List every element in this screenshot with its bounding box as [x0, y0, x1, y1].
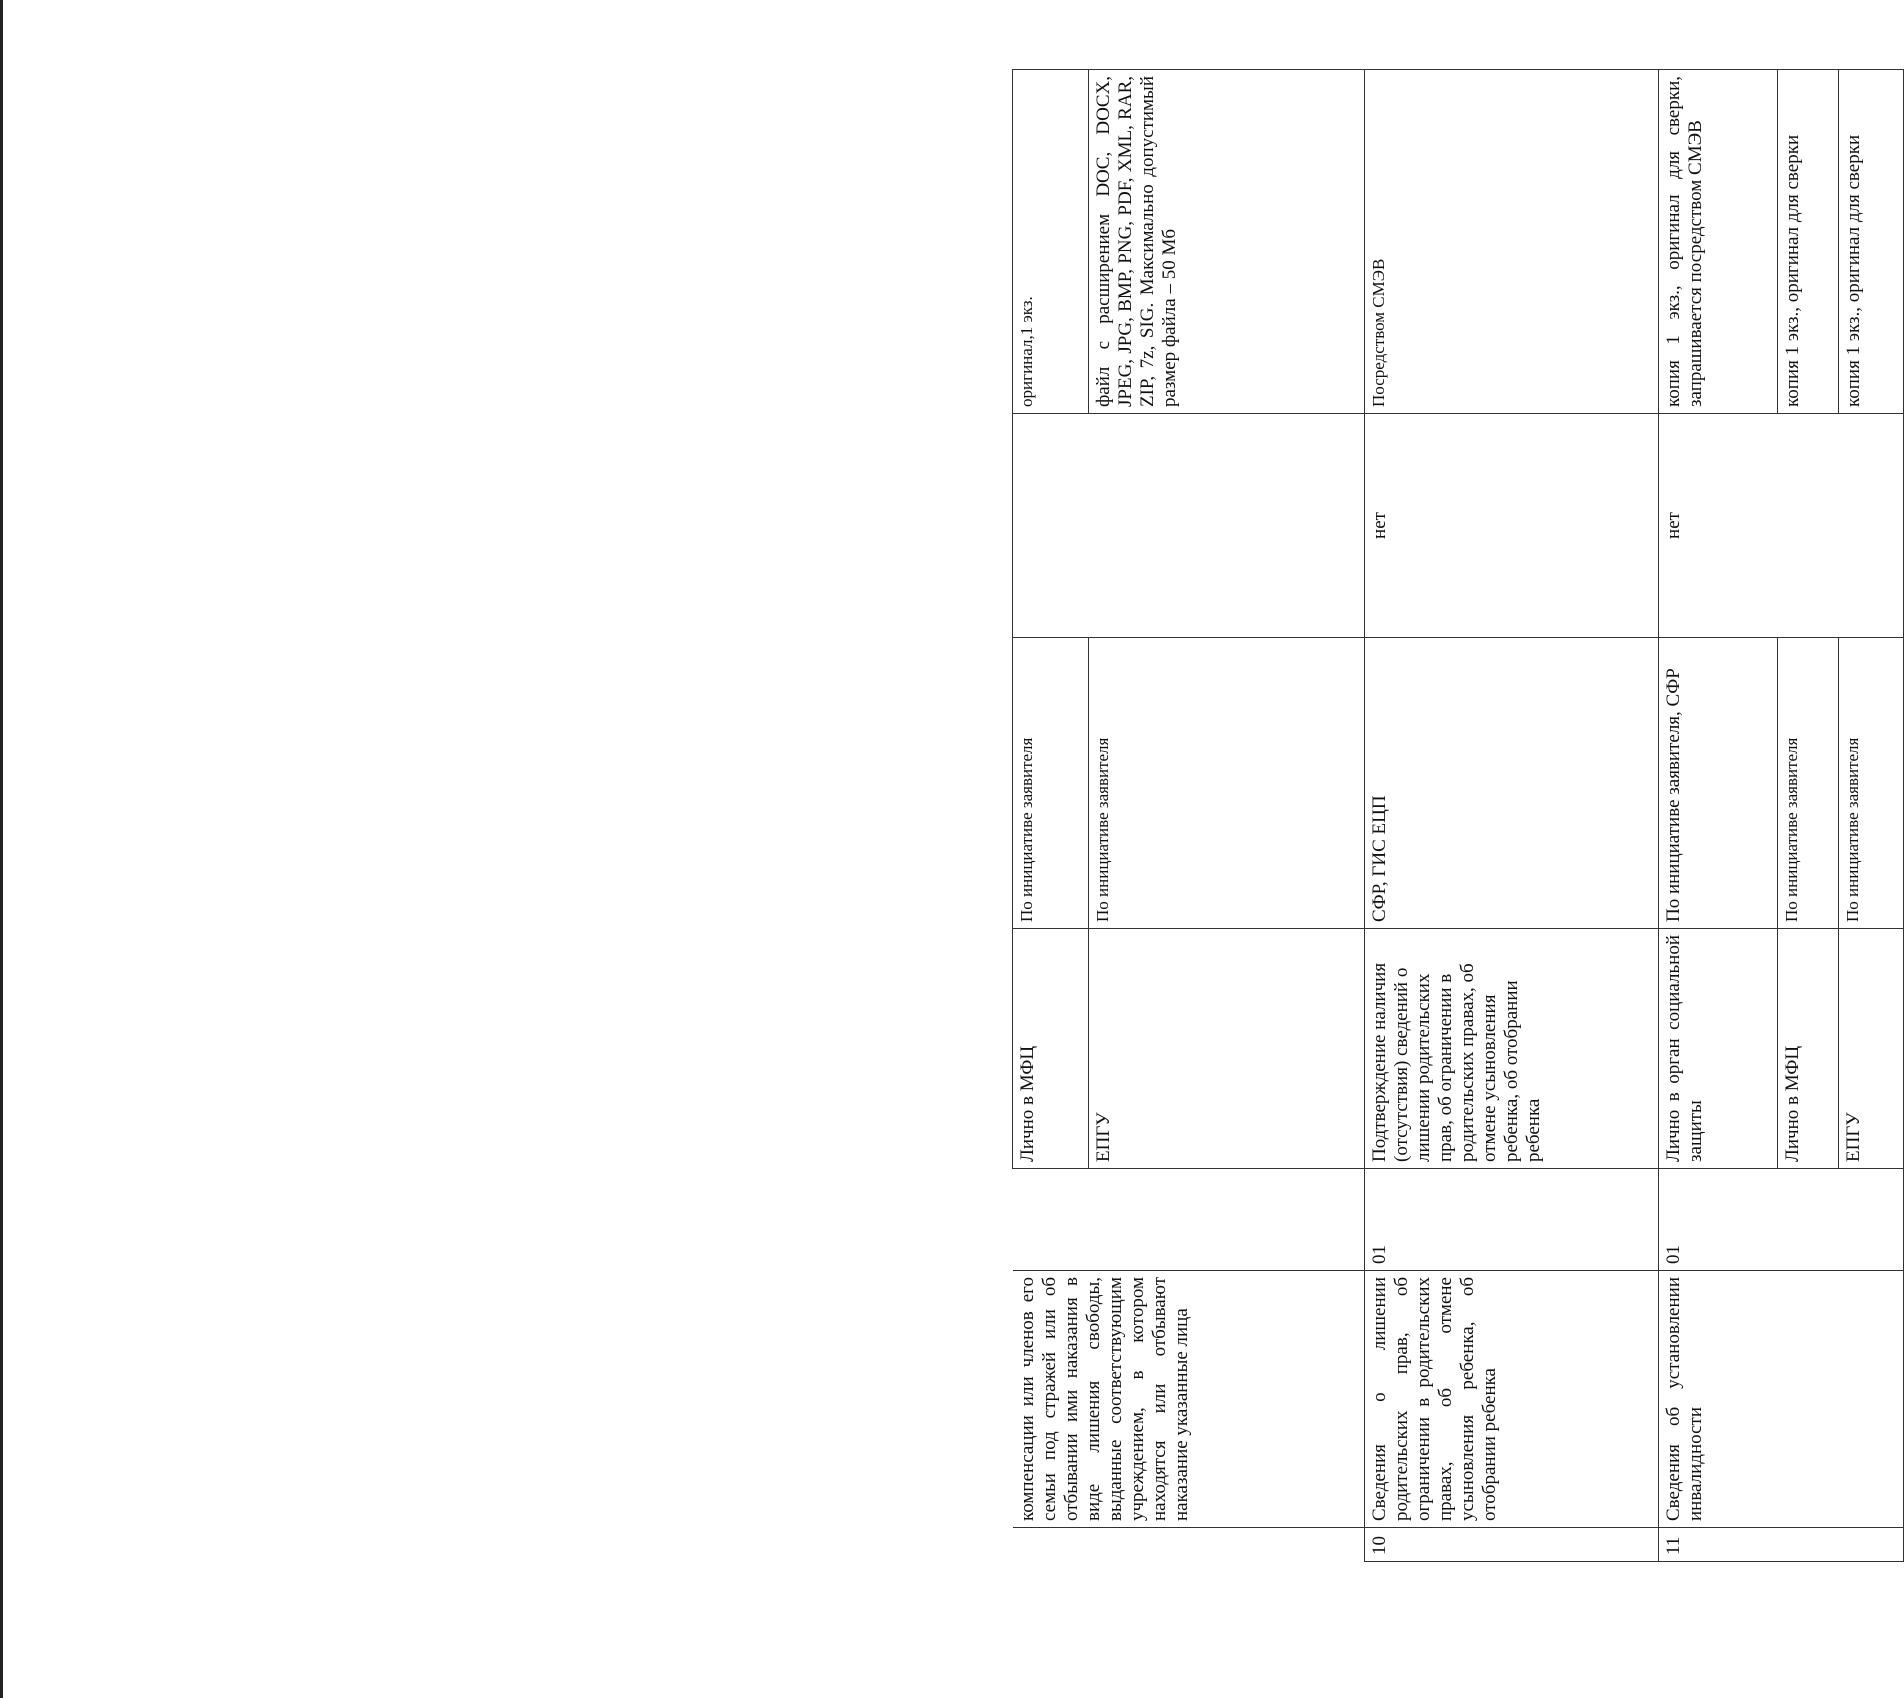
submission-way-cell: Подтверждение наличия (отсутствия) сведений о лишении родительских прав, об ограничении в родительских правах, об отмене усыновления ребенка, об отобрании ребенка [1364, 929, 1658, 1169]
rotated-table-container [1012, 70, 1904, 1562]
format-cell: Посредством СМЭВ [1364, 70, 1658, 414]
initiative-cell: По инициативе заявителя [1839, 638, 1904, 929]
format-cell: файл с расширением DOC, DOCX, JPEG, JPG, BMP, PNG, PDF, XML, RAR, ZIP, 7z, SIG. Максимально допустимый размер файла – 50 Мб [1088, 70, 1364, 414]
table-row [1659, 70, 1778, 1562]
submission-way-cell: Лично в МФЦ [1778, 929, 1839, 1169]
initiative-cell: По инициативе заявителя [1778, 638, 1839, 929]
format-cell: копия 1 экз., оригинал для сверки [1778, 70, 1839, 414]
row-number-cell [1013, 1528, 1365, 1562]
initiative-cell: По инициативе заявителя [1013, 638, 1089, 929]
row-number-cell: 10 [1364, 1528, 1658, 1562]
submission-way-cell: ЕПГУ [1839, 929, 1904, 1169]
flag-cell: нет [1659, 414, 1904, 638]
document-name-cell: Сведения о лишении родительских прав, об ограничении в родительских правах, об отмене усыновления ребенка, об отобрании ребенка [1364, 1271, 1658, 1528]
submission-way-cell: Лично в МФЦ [1013, 929, 1089, 1169]
format-cell: оригинал,1 экз. [1013, 70, 1089, 414]
code-cell: 01 [1364, 1169, 1658, 1271]
initiative-cell: По инициативе заявителя [1088, 638, 1364, 929]
table-row [1013, 70, 1089, 1562]
code-cell: 01 [1659, 1169, 1904, 1271]
row-number-cell: 11 [1659, 1528, 1904, 1562]
submission-way-cell: ЕПГУ [1088, 929, 1364, 1169]
initiative-cell: По инициативе заявителя, СФР [1659, 638, 1778, 929]
format-cell: копия 1 экз., оригинал для сверки [1839, 70, 1904, 414]
format-cell: копия 1 экз., оригинал для сверки, запрашивается посредством СМЭВ [1659, 70, 1778, 414]
table-row [1364, 70, 1658, 1562]
code-cell [1013, 1169, 1365, 1271]
document-name-cell: Сведения об установлении инвалидности [1659, 1271, 1904, 1528]
submission-way-cell: Лично в орган социальной защиты [1659, 929, 1778, 1169]
source-cell: СФР, ГИС ЕЦП [1364, 638, 1658, 929]
documents-table [1012, 69, 1904, 1562]
document-name-cell: компенсации или членов его семьи под стражей или об отбывании ими наказания в виде лишения свободы, выданные соответствующим учреждением, в котором находятся или отбывают наказание указанные лица [1013, 1271, 1365, 1528]
flag-cell: нет [1364, 414, 1658, 638]
page-edge-line [0, 0, 3, 1698]
flag-cell [1013, 414, 1365, 638]
